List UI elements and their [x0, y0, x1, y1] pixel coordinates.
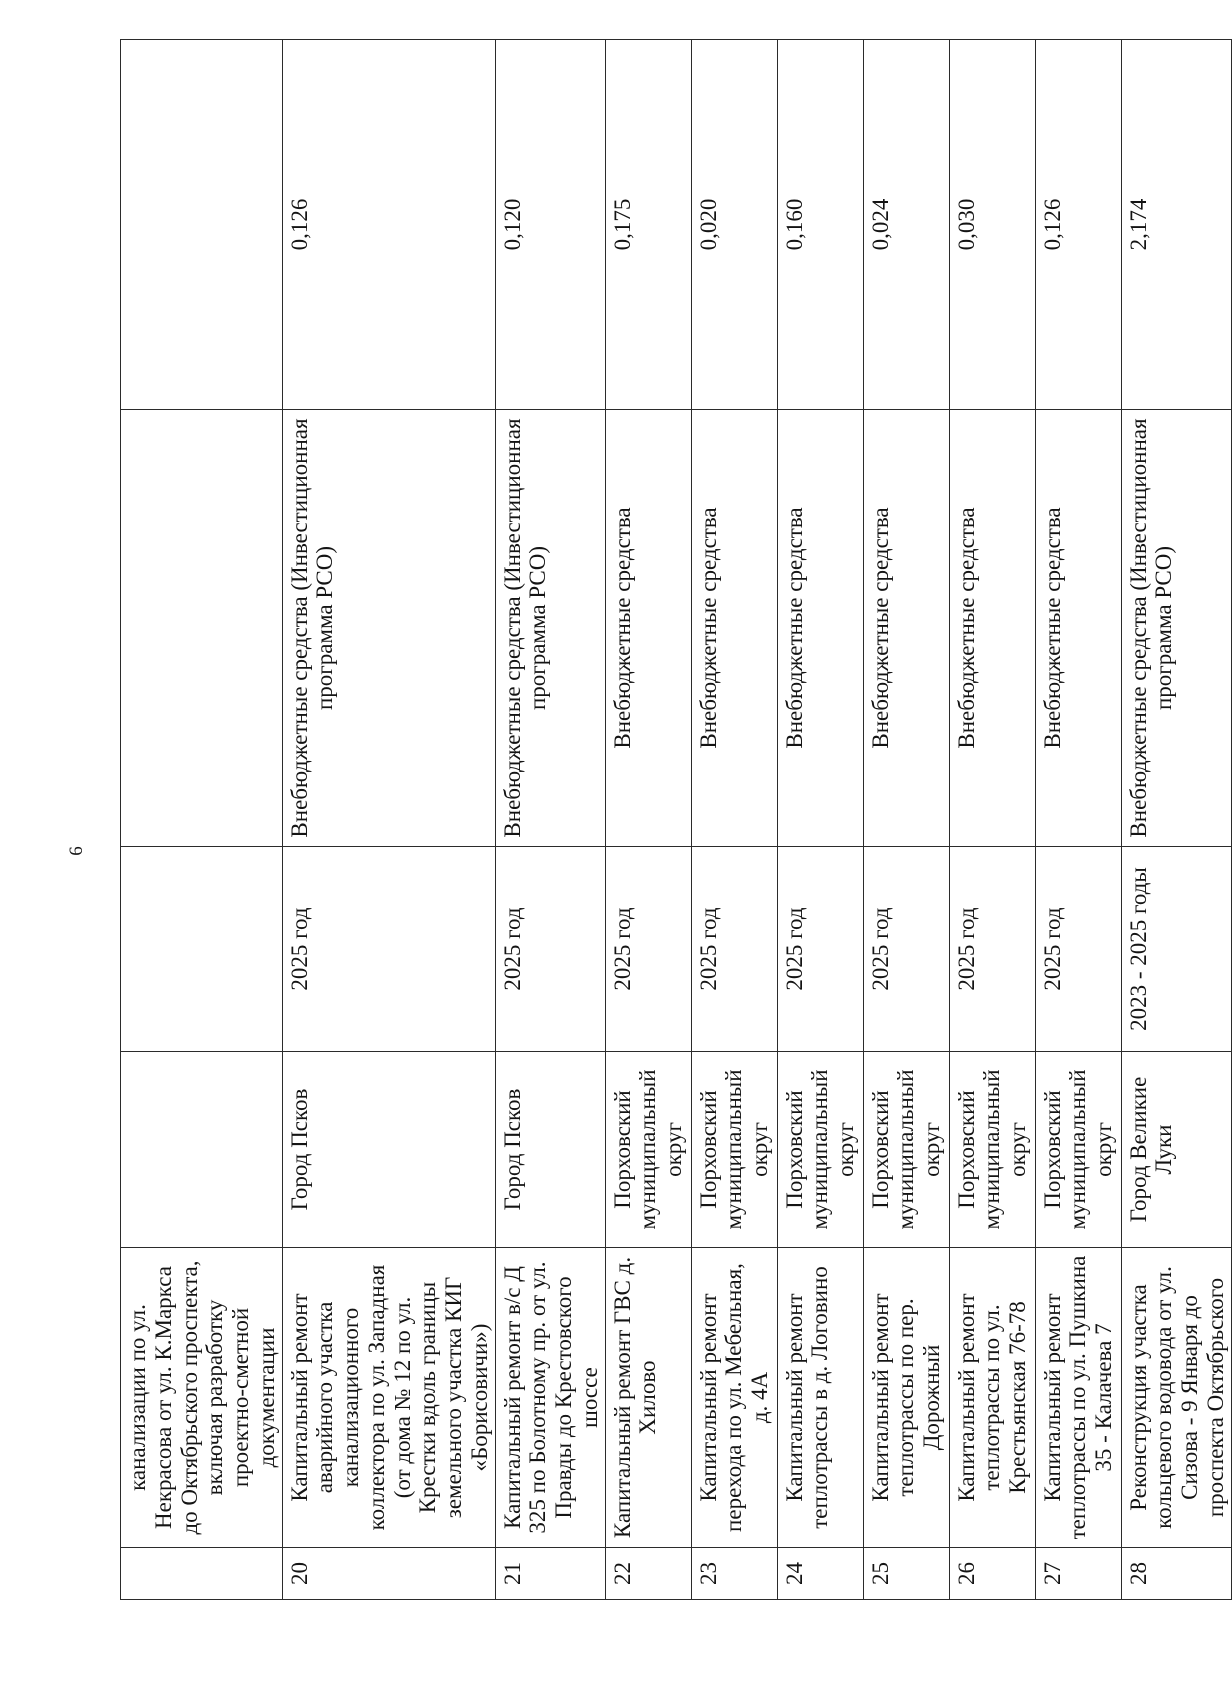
cell-name: Капитальный ремонт теплотрассы по ул. Пушкина 35 - Калачева 7 [1035, 1248, 1121, 1548]
cell-name: Капитальный ремонт ГВС д. Хилово [605, 1248, 691, 1548]
cell-period: 2025 год [495, 847, 605, 1052]
program-table [120, 39, 1232, 1600]
cell-source: Внебюджетные средства [605, 410, 691, 847]
cell-source: Внебюджетные средства [949, 410, 1035, 847]
table-row [863, 40, 949, 1600]
cell-period: 2025 год [863, 847, 949, 1052]
cell-name: Капитальный ремонт перехода по ул. Мебельная, д. 4А [691, 1248, 777, 1548]
cell-num: 24 [777, 1548, 863, 1600]
cell-value: 0,120 [495, 40, 605, 410]
cell-num: 23 [691, 1548, 777, 1600]
cell-period: 2025 год [777, 847, 863, 1052]
table-row [691, 40, 777, 1600]
table-row [1121, 40, 1231, 1600]
cell-num: 25 [863, 1548, 949, 1600]
cell-municipality: Город Псков [282, 1052, 495, 1248]
cell-municipality: Порховский муниципальный округ [1035, 1052, 1121, 1248]
cell-source: Внебюджетные средства (Инвестиционная программа РСО) [282, 410, 495, 847]
cell-name: Капитальный ремонт теплотрассы по пер. Дорожный [863, 1248, 949, 1548]
cell-source: Внебюджетные средства (Инвестиционная программа РСО) [495, 410, 605, 847]
cell-source: Внебюджетные средства [863, 410, 949, 847]
table-row [282, 40, 495, 1600]
table-row [949, 40, 1035, 1600]
cell-period: 2025 год [691, 847, 777, 1052]
cell-value: 0,030 [949, 40, 1035, 410]
cell-period: 2023 - 2025 годы [1121, 847, 1231, 1052]
cell-num [121, 1548, 283, 1600]
cell-name: Капитальный ремонт в/с Д 325 по Болотному пр. от ул. Правды до Крестовского шоссе [495, 1248, 605, 1548]
cell-source: Внебюджетные средства [1035, 410, 1121, 847]
cell-period [121, 847, 283, 1052]
cell-municipality: Порховский муниципальный округ [691, 1052, 777, 1248]
cell-num: 26 [949, 1548, 1035, 1600]
cell-period: 2025 год [1035, 847, 1121, 1052]
table-row-continuation [121, 40, 283, 1600]
cell-name: Капитальный ремонт теплотрассы в д. Логовино [777, 1248, 863, 1548]
table-row [777, 40, 863, 1600]
cell-source: Внебюджетные средства [777, 410, 863, 847]
cell-municipality: Порховский муниципальный округ [777, 1052, 863, 1248]
cell-name: Капитальный ремонт теплотрассы по ул. Крестьянская 76-78 [949, 1248, 1035, 1548]
cell-value: 0,024 [863, 40, 949, 410]
table-row [605, 40, 691, 1600]
cell-num: 28 [1121, 1548, 1231, 1600]
cell-value: 0,175 [605, 40, 691, 410]
cell-period: 2025 год [605, 847, 691, 1052]
page-number: 6 [65, 846, 87, 856]
table-row [495, 40, 605, 1600]
cell-municipality: Порховский муниципальный округ [863, 1052, 949, 1248]
cell-name: Капитальный ремонт аварийного участка канализационного коллектора по ул. Западная (от дома № 12 по ул. Крестки вдоль границы земельного участка КИГ «Борисовичи») [282, 1248, 495, 1548]
cell-municipality: Порховский муниципальный округ [949, 1052, 1035, 1248]
table-row [1035, 40, 1121, 1600]
cell-value: 0,126 [1035, 40, 1121, 410]
cell-source [121, 410, 283, 847]
cell-value: 0,160 [777, 40, 863, 410]
cell-municipality: Порховский муниципальный округ [605, 1052, 691, 1248]
cell-num: 20 [282, 1548, 495, 1600]
cell-value: 0,126 [282, 40, 495, 410]
cell-num: 21 [495, 1548, 605, 1600]
cell-value: 0,020 [691, 40, 777, 410]
cell-source: Внебюджетные средства (Инвестиционная программа РСО) [1121, 410, 1231, 847]
cell-municipality: Город Псков [495, 1052, 605, 1248]
rotated-table-container [120, 40, 1228, 1600]
cell-municipality: Город Великие Луки [1121, 1052, 1231, 1248]
cell-period: 2025 год [949, 847, 1035, 1052]
cell-period: 2025 год [282, 847, 495, 1052]
cell-municipality [121, 1052, 283, 1248]
cell-num: 22 [605, 1548, 691, 1600]
cell-source: Внебюджетные средства [691, 410, 777, 847]
cell-num: 27 [1035, 1548, 1121, 1600]
cell-value: 2,174 [1121, 40, 1231, 410]
cell-name: Реконструкция участка кольцевого водовода от ул. Сизова - 9 Января до проспекта Октябрьского [1121, 1248, 1231, 1548]
cell-value [121, 40, 283, 410]
cell-name: канализации по ул. Некрасова от ул. К.Маркса до Октябрьского проспекта, включая разработку проектно-сметной документации [121, 1248, 283, 1548]
